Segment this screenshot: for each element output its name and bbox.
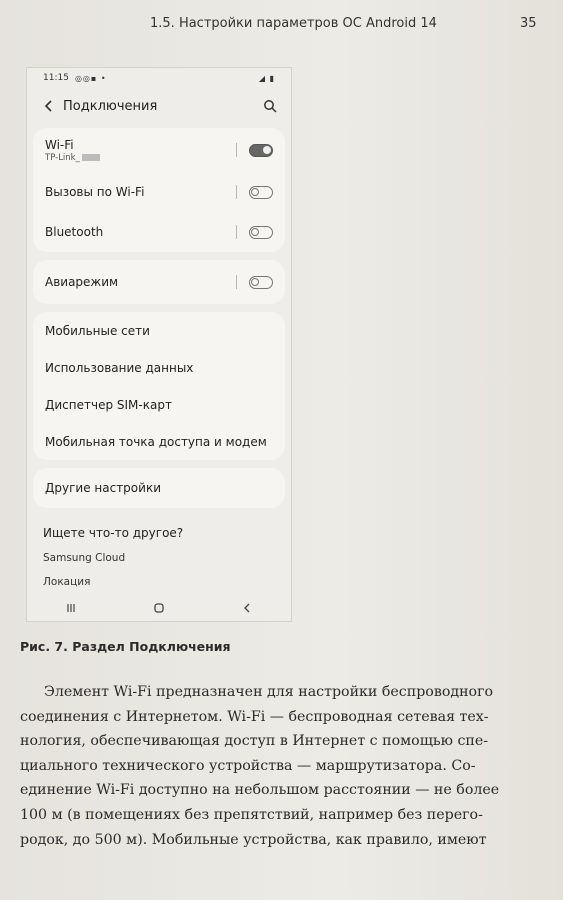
more-settings-label: Другие настройки — [45, 481, 161, 495]
settings-row-wifi[interactable] — [33, 128, 285, 172]
recents-icon[interactable] — [64, 600, 78, 614]
settings-row-airplane[interactable] — [33, 260, 285, 304]
wifi-network-name: TP-Link_ — [45, 153, 236, 163]
suggestion-link[interactable]: Локация — [43, 576, 91, 588]
paragraph-line: соединения с Интернетом. Wi-Fi — беспроводная сетевая тех- — [20, 708, 489, 725]
screen-title: Подключения — [63, 98, 158, 114]
paragraph-line: родок, до 500 м). Мобильные устройства, как правило, имеют — [20, 831, 487, 848]
search-icon[interactable] — [263, 99, 277, 113]
back-arrow-icon[interactable] — [41, 98, 57, 114]
settings-group-network — [33, 312, 285, 460]
status-time: 11:15 — [43, 73, 69, 83]
paragraph-line: единение Wi-Fi доступно на небольшом расстоянии — не более — [20, 782, 500, 799]
system-nav-bar — [27, 593, 291, 621]
wifi-calling-toggle[interactable] — [249, 186, 273, 199]
data-usage-label: Использование данных — [45, 360, 194, 375]
wifi-toggle[interactable] — [249, 144, 273, 157]
app-bar — [27, 88, 291, 124]
mobile-networks-label: Мобильные сети — [45, 323, 150, 338]
settings-row-data-usage[interactable] — [33, 349, 285, 386]
settings-row-bluetooth[interactable] — [33, 212, 285, 252]
airplane-toggle[interactable] — [249, 276, 273, 289]
settings-group-airplane — [33, 260, 285, 304]
settings-group-more — [33, 468, 285, 508]
divider — [236, 275, 237, 289]
divider — [236, 225, 237, 239]
suggestions-section — [33, 516, 285, 604]
settings-row-mobile-networks[interactable] — [33, 312, 285, 349]
paragraph-line: 100 м (в помещениях без препятствий, например без перего- — [20, 806, 483, 823]
status-icons: ◎◎▪ • — [74, 73, 107, 83]
figure-caption: Рис. 7. Раздел Подключения — [20, 639, 231, 654]
suggestions-title: Ищете что-то другое? — [43, 526, 184, 540]
suggestion-link[interactable]: Samsung Cloud — [43, 552, 126, 564]
divider — [236, 185, 237, 199]
bluetooth-label: Bluetooth — [45, 225, 104, 239]
settings-row-wifi-calling[interactable] — [33, 172, 285, 212]
body-paragraph — [20, 680, 514, 852]
back-nav-icon[interactable] — [240, 600, 254, 614]
divider — [236, 143, 237, 157]
status-bar — [27, 68, 291, 88]
signal-battery-icon: ◢ ▮ — [258, 73, 275, 83]
airplane-label: Авиарежим — [45, 275, 119, 289]
paragraph-line: нология, обеспечивающая доступ в Интернет с помощью спе- — [20, 733, 489, 750]
phone-screenshot — [26, 67, 292, 622]
settings-row-sim-manager[interactable] — [33, 386, 285, 423]
running-head-title: 1.5. Настройки параметров ОС Android 14 — [150, 16, 437, 31]
home-icon[interactable] — [152, 600, 166, 614]
bleed-through-texture — [300, 66, 550, 596]
wifi-calling-label: Вызовы по Wi-Fi — [45, 185, 145, 199]
page-number: 35 — [520, 16, 537, 31]
paragraph-line: циального технического устройства — маршрутизатора. Со- — [20, 757, 476, 774]
settings-row-hotspot[interactable] — [33, 423, 285, 460]
settings-row-more-settings[interactable] — [33, 468, 285, 508]
bluetooth-toggle[interactable] — [249, 226, 273, 239]
wifi-label: Wi-Fi — [45, 137, 74, 152]
paragraph-line: Элемент Wi-Fi предназначен для настройки беспроводного — [44, 684, 494, 700]
hotspot-label: Мобильная точка доступа и модем — [45, 434, 267, 449]
settings-group-wireless — [33, 128, 285, 252]
sim-manager-label: Диспетчер SIM-карт — [45, 397, 172, 412]
